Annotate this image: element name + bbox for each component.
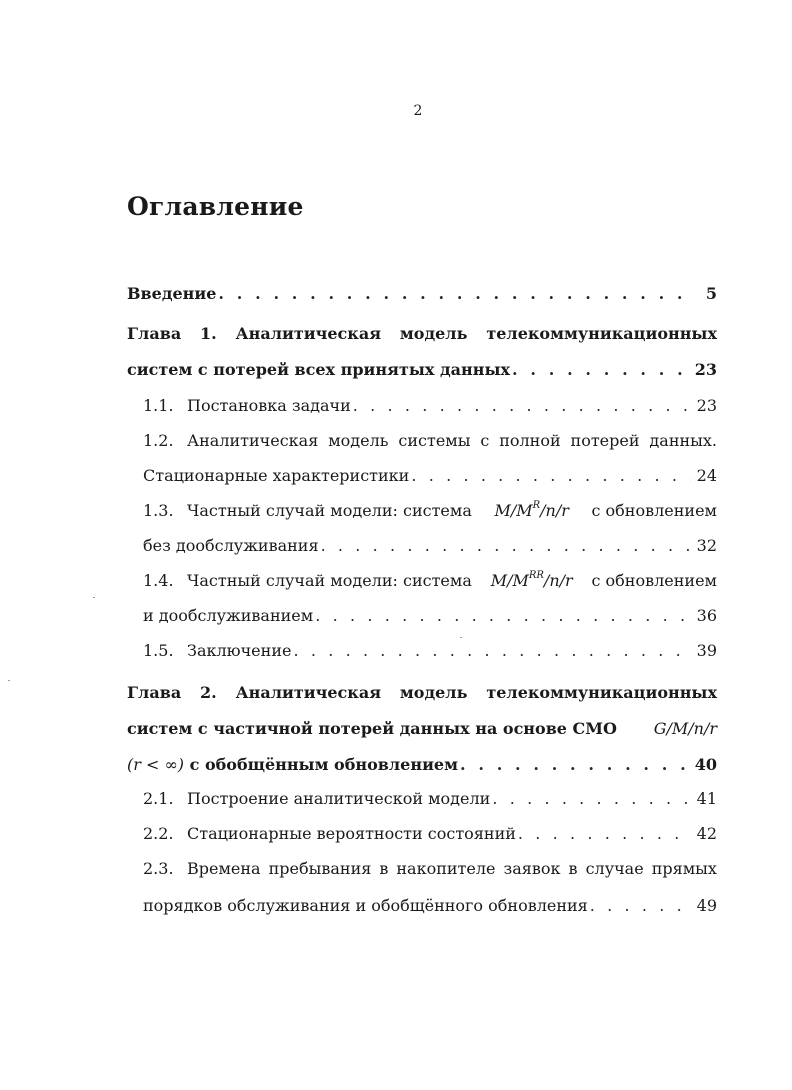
section-word: накопителе: [396, 859, 496, 878]
queue-notation: $M/M^R/n/r$: [494, 499, 569, 520]
section-word: модель: [328, 431, 389, 450]
dot-leader: [321, 534, 691, 558]
chapter-word: модель: [399, 324, 468, 343]
chapter-word: 2.: [200, 683, 217, 702]
dot-leader: [411, 464, 691, 488]
chapter-word: Аналитическая: [235, 324, 382, 343]
section-title: Построение аналитической модели: [187, 789, 491, 808]
toc-section-1-1[interactable]: [143, 394, 717, 418]
section-number: 1.1.: [143, 396, 174, 415]
toc-page-number: 42: [696, 824, 717, 843]
section-title: с обновлением: [591, 501, 717, 520]
toc-section-1-3-heading[interactable]: [143, 499, 717, 523]
condition-notation: (r < ∞): [127, 755, 185, 774]
toc-section-1-4-heading[interactable]: [143, 569, 717, 593]
toc-title: Оглавление: [127, 192, 304, 221]
toc-page-number: 23: [694, 360, 717, 379]
toc-section-2-2[interactable]: [143, 822, 717, 846]
dot-leader: [512, 358, 691, 382]
toc-chapter-2[interactable]: [127, 753, 717, 777]
toc-page-number: 39: [696, 641, 717, 660]
section-title: с обновлением: [591, 571, 717, 590]
toc-entry-label: Введение: [127, 284, 217, 303]
dot-leader: [460, 753, 691, 777]
chapter-word: 1.: [200, 324, 217, 343]
scan-speck: [8, 680, 10, 681]
queue-notation: $M/M^{RR}/n/r$: [490, 569, 573, 590]
chapter-word: Глава: [127, 683, 182, 702]
toc-chapter-1-heading[interactable]: [127, 322, 717, 346]
section-number: 2.2.: [143, 824, 174, 843]
section-word: Аналитическая: [187, 431, 319, 450]
scan-speck: [460, 637, 462, 638]
section-title: порядков обслуживания и обобщённого обновления: [143, 896, 588, 915]
chapter-word: Глава: [127, 324, 182, 343]
section-word: в: [568, 859, 578, 878]
dot-leader: [590, 894, 691, 918]
toc-page-number: 36: [696, 606, 717, 625]
toc-section-1-5[interactable]: [143, 639, 717, 663]
toc-section-2-3[interactable]: [143, 894, 717, 918]
toc-section-1-4[interactable]: [143, 604, 717, 628]
toc-entry-intro[interactable]: [127, 282, 717, 306]
toc-entry-label: систем с потерей всех принятых данных: [127, 360, 511, 379]
queue-notation: G/M/n/r: [653, 719, 717, 738]
section-title: Заключение: [187, 641, 292, 660]
dot-leader: [293, 639, 691, 663]
section-title: Стационарные вероятности состояний: [187, 824, 516, 843]
chapter-word: телекоммуникационных: [486, 683, 717, 702]
section-word: системы: [398, 431, 471, 450]
toc-page-number: 49: [696, 896, 717, 915]
section-word: заявок: [503, 859, 561, 878]
toc-section-1-2-heading[interactable]: [143, 429, 717, 453]
chapter-word: модель: [399, 683, 468, 702]
chapter-title: с обобщённым обновлением: [189, 755, 459, 774]
toc-section-1-2[interactable]: [143, 464, 717, 488]
section-title: и дообслуживанием: [143, 606, 314, 625]
scan-speck: [93, 597, 95, 598]
chapter-word: телекоммуникационных: [486, 324, 717, 343]
dot-leader: [218, 282, 691, 306]
section-title: Постановка задачи: [187, 396, 351, 415]
toc-page-number: 23: [696, 396, 717, 415]
toc-page-number: 24: [696, 466, 717, 485]
dot-leader: [353, 394, 691, 418]
section-word: с: [480, 431, 490, 450]
dot-leader: [492, 787, 691, 811]
section-number: 1.2.: [143, 431, 174, 450]
section-number: 2.3.: [143, 859, 174, 878]
section-word: пребывания: [268, 859, 372, 878]
dot-leader: [518, 822, 691, 846]
toc-page-number: 41: [696, 789, 717, 808]
section-word: случае: [585, 859, 644, 878]
chapter-title: систем с частичной потерей данных на основе СМО: [127, 719, 617, 738]
toc-page-number: 40: [694, 755, 717, 774]
section-word: потерей: [570, 431, 640, 450]
section-number: 1.4.: [143, 571, 174, 590]
toc-page-number: 32: [696, 536, 717, 555]
section-word: прямых: [651, 859, 717, 878]
section-title: Частный случай модели: система: [187, 501, 472, 520]
section-number: 2.1.: [143, 789, 174, 808]
toc-chapter-2-subtitle[interactable]: [127, 717, 717, 741]
section-word: в: [379, 859, 389, 878]
toc-page-number: 5: [705, 284, 717, 303]
section-title: Частный случай модели: система: [187, 571, 472, 590]
toc-chapter-2-heading[interactable]: [127, 681, 717, 705]
section-number: 1.3.: [143, 501, 174, 520]
section-word: данных.: [649, 431, 717, 450]
dot-leader: [315, 604, 691, 628]
toc-section-2-3-heading[interactable]: [143, 857, 717, 881]
chapter-word: Аналитическая: [235, 683, 382, 702]
page-number: 2: [413, 103, 423, 119]
toc-section-2-1[interactable]: [143, 787, 717, 811]
section-title: Стационарные характеристики: [143, 466, 410, 485]
section-number: 1.5.: [143, 641, 174, 660]
section-title: без дообслуживания: [143, 536, 319, 555]
toc-section-1-3[interactable]: [143, 534, 717, 558]
section-word: Времена: [187, 859, 261, 878]
toc-chapter-1[interactable]: [127, 358, 717, 382]
section-word: полной: [499, 431, 561, 450]
